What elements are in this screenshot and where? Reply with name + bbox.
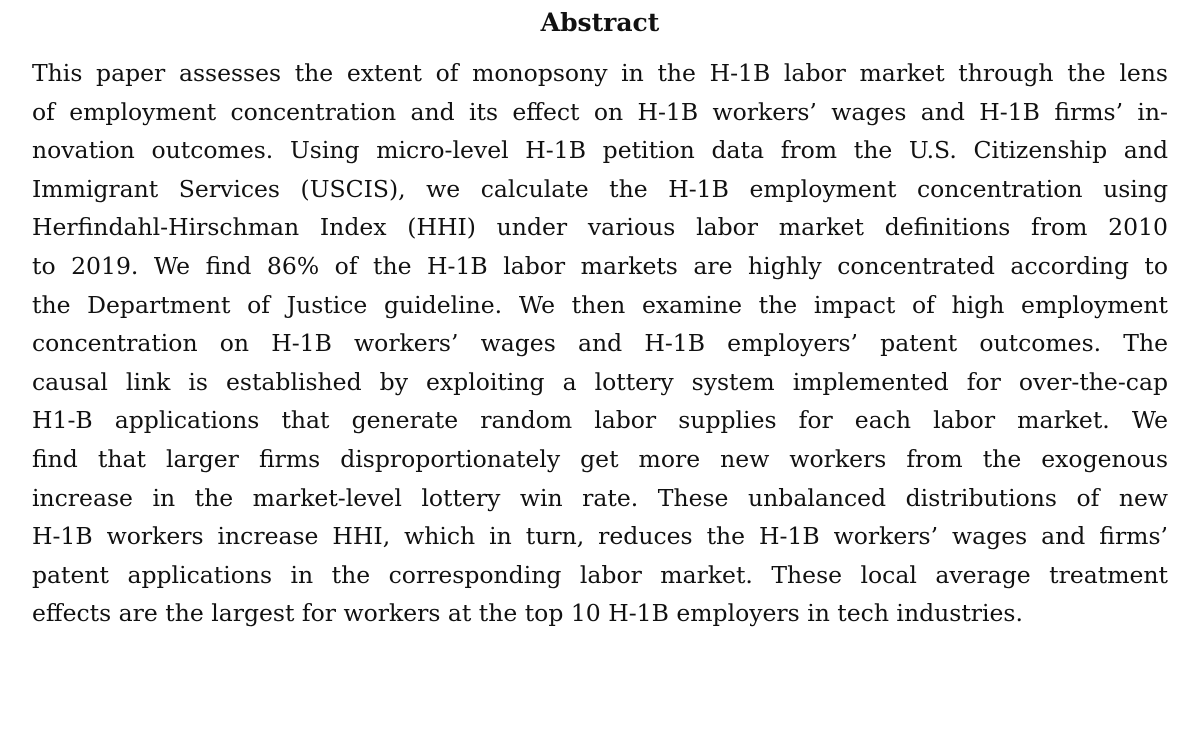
abstract-line: Immigrant Services (USCIS), we calculate the H-1B employment concentration using	[32, 174, 1168, 203]
abstract-line: H1-B applications that generate random labor supplies for each labor market. We	[32, 406, 1168, 435]
abstract-line: find that larger firms disproportionately get more new workers from the exogenous	[32, 444, 1168, 473]
abstract-line: concentration on H-1B workers’ wages and H-1B employers’ patent outcomes. The	[32, 329, 1168, 358]
abstract-line: causal link is established by exploiting a lottery system implemented for over-the-cap	[32, 367, 1168, 396]
abstract-line: patent applications in the corresponding labor market. These local average treatment	[32, 560, 1168, 589]
abstract-line: H-1B workers increase HHI, which in turn, reduces the H-1B workers’ wages and firms’	[32, 522, 1168, 551]
abstract-line: of employment concentration and its effect on H-1B workers’ wages and H-1B firms’ in-	[32, 97, 1168, 126]
abstract-line: This paper assesses the extent of monopsony in the H-1B labor market through the lens	[32, 59, 1168, 87]
abstract-line: effects are the largest for workers at the top 10 H-1B employers in tech industries.	[32, 599, 1023, 628]
abstract-line: increase in the market-level lottery win rate. These unbalanced distributions of new	[32, 483, 1168, 512]
abstract-line: Herfindahl-Hirschman Index (HHI) under various labor market definitions from 2010	[32, 213, 1168, 242]
abstract-line: to 2019. We find 86% of the H-1B labor markets are highly concentrated according to	[32, 251, 1168, 280]
abstract-line: the Department of Justice guideline. We then examine the impact of high employment	[32, 290, 1168, 319]
abstract-line: novation outcomes. Using micro-level H-1B petition data from the U.S. Citizenship and	[32, 136, 1168, 165]
abstract-heading: Abstract	[540, 8, 660, 37]
abstract-body	[32, 54, 1168, 633]
